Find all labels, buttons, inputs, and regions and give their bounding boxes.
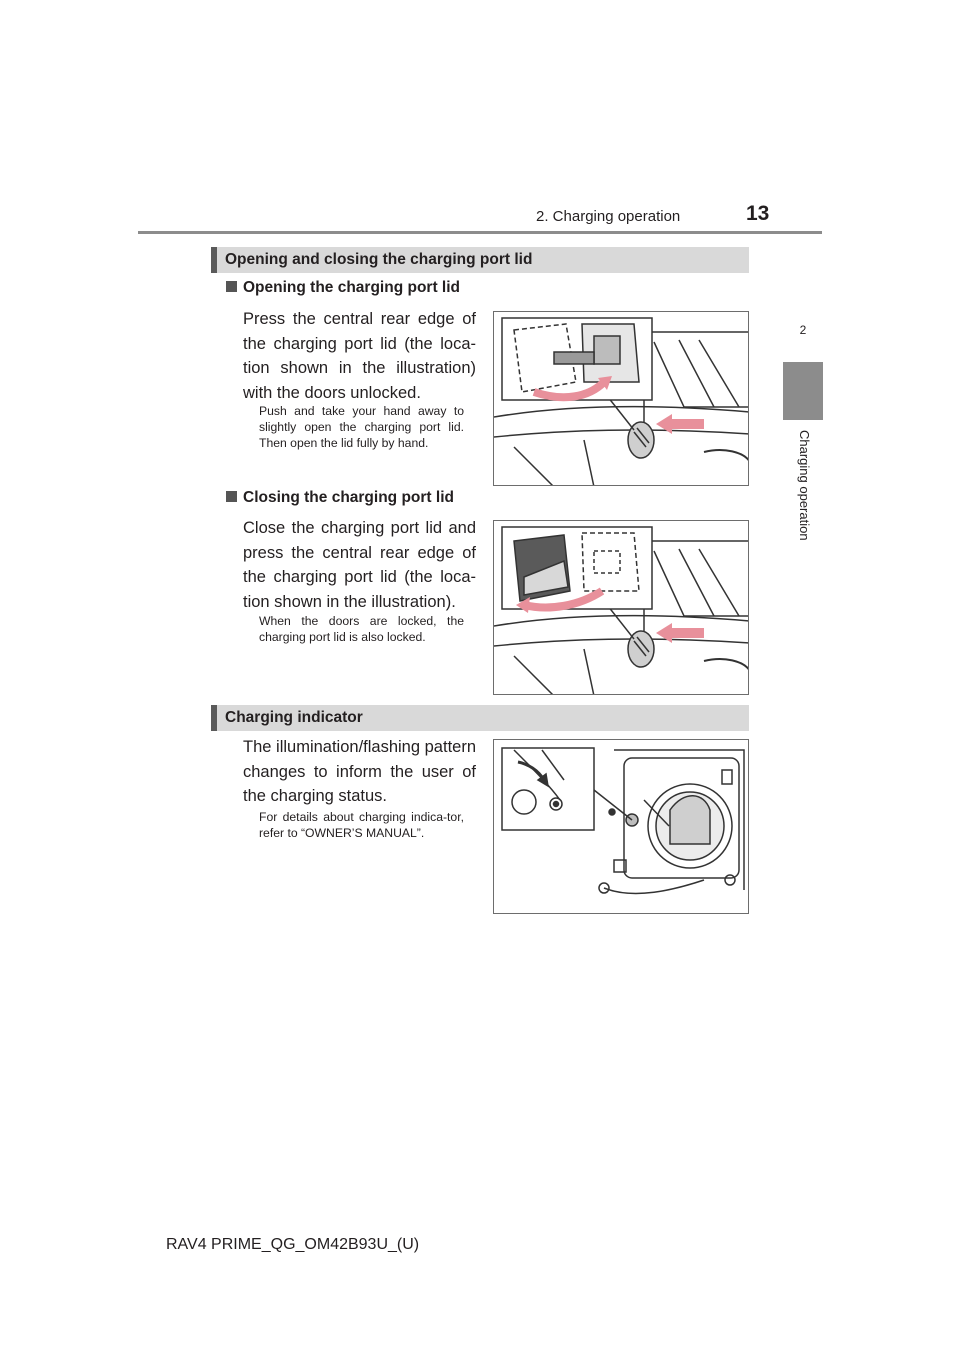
opening-instructions: Press the central rear edge of the charging port lid (the loca-tion shown in the illustration) with the doors unlocked. xyxy=(243,310,476,402)
subheading-opening xyxy=(226,279,460,297)
indicator-description: The illumination/flashing pattern changes to inform the user of the charging status. xyxy=(243,738,476,805)
square-bullet-icon xyxy=(226,491,237,502)
header-rule xyxy=(138,231,822,234)
side-tab-number: 2 xyxy=(799,323,807,337)
side-tab-marker xyxy=(783,362,823,420)
closing-note: When the doors are locked, the charging port lid is also locked. xyxy=(259,614,464,644)
opening-lid-illustration xyxy=(493,311,749,486)
section-title-charging-indicator: Charging indicator xyxy=(211,705,749,731)
charging-indicator-illustration xyxy=(493,739,749,914)
closing-lid-illustration xyxy=(493,520,749,695)
page-number: 13 xyxy=(746,202,770,225)
opening-note: Push and take your hand away to slightly open the charging port lid. Then open the lid fully by hand. xyxy=(259,404,464,450)
closing-instructions: Close the charging port lid and press the central rear edge of the charging port lid (the loca-tion shown in the illustration). xyxy=(243,519,476,611)
subheading-opening-text: Opening the charging port lid xyxy=(243,279,460,296)
document-footer-code: RAV4 PRIME_QG_OM42B93U_(U) xyxy=(166,1236,420,1253)
side-tab-label: Charging operation xyxy=(797,430,812,541)
indicator-note: For details about charging indica-tor, refer to “OWNER’S MANUAL”. xyxy=(259,810,464,840)
subheading-closing-text: Closing the charging port lid xyxy=(243,489,454,506)
square-bullet-icon xyxy=(226,281,237,292)
section-title-charging-port-lid: Opening and closing the charging port lid xyxy=(211,247,749,273)
subheading-closing xyxy=(226,489,454,507)
running-header-section: 2. Charging operation xyxy=(536,208,681,225)
